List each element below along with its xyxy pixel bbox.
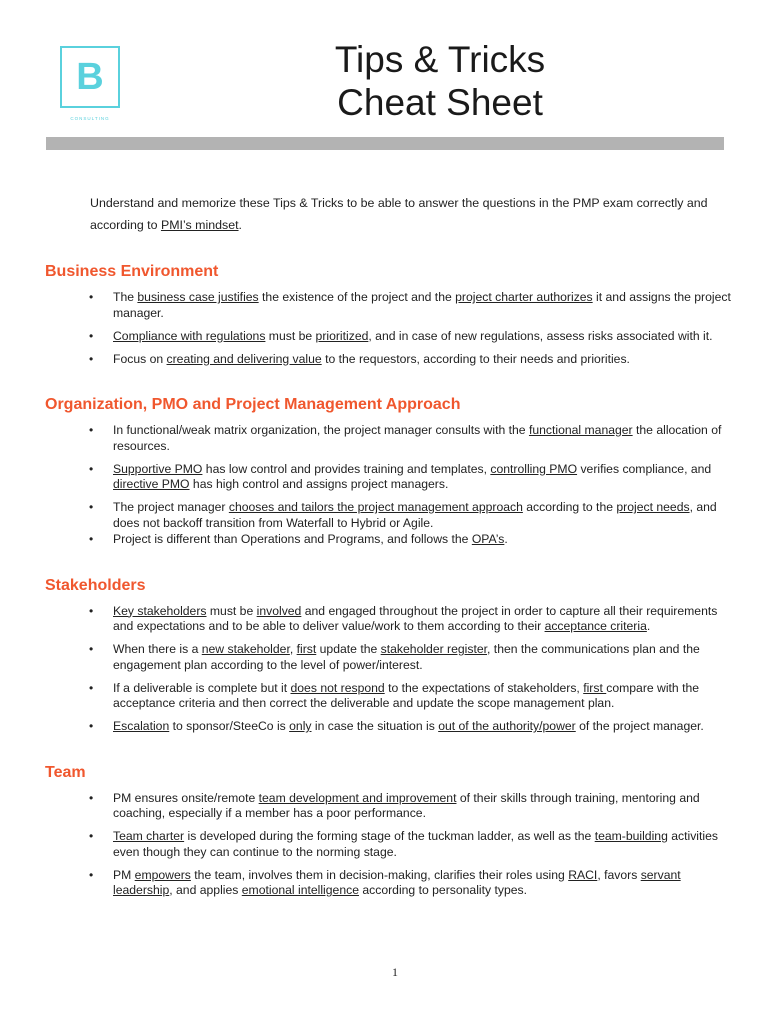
bullet-list [45,423,735,548]
text-run: , and applies [169,883,242,897]
logo-letter: B [76,56,104,98]
underlined-term: prioritized [315,328,369,343]
intro-paragraph [90,192,725,236]
text-run: PM [113,867,135,882]
underlined-term: does not respond [290,680,385,695]
underlined-term: Key stakeholders [113,603,207,618]
underlined-term: Supportive PMO [113,461,203,476]
text-run: PM ensures onsite/remote [113,790,259,805]
bullet-item [45,532,738,548]
text-run: When there is a [113,642,202,656]
bullet-item [45,791,738,822]
text-run: , [289,642,297,656]
bullet-item [45,868,738,899]
section [45,763,735,899]
document-body [45,192,735,906]
underlined-term: acceptance criteria [544,619,647,633]
section-heading: Stakeholders [45,576,146,594]
underlined-term: emotional intelligence [241,883,359,897]
underlined-term: RACI [568,867,598,882]
bullet-item [45,500,738,531]
bullet-list [45,791,735,899]
text-run: If a deliverable is complete but it [113,680,291,695]
bullet-item [45,290,738,321]
bullet-item [45,352,738,368]
underlined-term: OPA’s [471,532,505,546]
underlined-term: Compliance with regulations [113,328,266,343]
text-run: must be [265,328,316,343]
underlined-term: empowers [134,867,191,882]
text-run: , and in case of new regulations, assess risks associated with it. [368,328,713,343]
text-run: Project is different than Operations and Programs, and follows the [113,532,472,546]
underlined-term: servant leadership [113,867,681,897]
text-run: The [113,290,138,304]
text-run: to the requestors, according to their needs and priorities. [321,351,630,366]
bullet-item [45,642,738,673]
bullet-item [45,719,738,735]
text-run: in case the situation is [311,719,439,733]
underlined-term: PMI’s mindset [160,218,239,232]
text-run: , then the communications plan and the engagement plan according to the level of power/interest. [113,642,700,672]
underlined-term: creating and delivering value [166,351,322,366]
title-line-1: Tips & Tricks [334,39,546,80]
text-run: of their skills through training, mentoring and coaching, especially if a member has a poor performance. [113,790,700,820]
text-run: activities even though they can continue to the norming stage. [113,829,718,859]
bullet-item [45,681,738,712]
section-heading: Business Environment [45,263,219,280]
bullet-list [45,604,735,735]
bullet-item [45,604,738,635]
text-run: is developed during the forming stage of the tuckman ladder, as well as the [184,829,595,843]
section-heading: Organization, PMO and Project Management Approach [45,396,461,413]
bullet-item [45,329,738,345]
text-run: has low control and provides training and templates, [202,461,491,476]
text-run: must be [206,603,257,618]
text-run: The project manager [113,500,229,514]
title-line-2: Cheat Sheet [337,82,543,123]
header-divider-bar [46,137,724,150]
underlined-term: team development and improvement [258,790,457,805]
logo-subtitle: CONSULTING [70,116,110,121]
underlined-term: project needs [616,500,690,514]
text-run: the allocation of resources. [113,423,722,453]
brand-logo [60,46,120,108]
text-run: it and assigns the project manager. [113,290,731,320]
underlined-term: Escalation [113,719,170,733]
section [45,576,735,735]
page-title [250,38,630,124]
text-run: the existence of the project and the [258,290,456,304]
underlined-term: involved [256,603,302,618]
text-run: verifies compliance, and [577,461,712,476]
text-run: In functional/weak matrix organization, the project manager consults with the [113,423,529,437]
text-run: according to personality types. [358,883,527,897]
underlined-term: chooses and tailors the project management approach [228,500,523,514]
text-run: update the [316,642,381,656]
bullet-item [45,462,738,493]
underlined-term: first [583,680,607,695]
text-run: compare with the acceptance criteria and then correct the deliverable and update the scope management plan. [113,680,700,710]
underlined-term: functional manager [528,423,633,437]
text-run: has high control and assigns project managers. [189,477,449,491]
text-run: . [238,218,242,232]
underlined-term: business case justifies [137,290,259,304]
section-heading: Team [45,763,86,781]
text-run: according to the [522,500,617,514]
text-run: and engaged throughout the project in order to capture all their requirements and expectations and to be able to deliver value/work to them according to their [113,603,718,633]
underlined-term: Team charter [113,829,185,843]
underlined-term: project charter authorizes [455,290,593,304]
text-run: to sponsor/SteeCo is [169,719,290,733]
text-run: . [646,619,651,633]
underlined-term: controlling PMO [490,461,578,476]
text-run: Focus on [113,351,167,366]
underlined-term: first [296,642,317,656]
text-run: of the project manager. [575,719,704,733]
text-run: , and does not backoff transition from Waterfall to Hybrid or Agile. [113,500,717,530]
underlined-term: stakeholder register [380,642,488,656]
bullet-item [45,423,738,454]
bullet-list [45,290,735,367]
text-run: , favors [597,867,641,882]
underlined-term: out of the authority/power [438,719,576,733]
text-run: Understand and memorize these Tips & Tricks to be able to answer the questions in the PMP exam correctly and according to [90,196,708,232]
section [45,395,735,548]
sections-container [45,262,735,899]
text-run: to the expectations of stakeholders, [384,680,584,695]
underlined-term: directive PMO [113,477,190,491]
underlined-term: new stakeholder [201,642,290,656]
text-run: the team, involves them in decision-making, clarifies their roles using [190,867,569,882]
underlined-term: team-building [594,829,668,843]
underlined-term: only [289,719,312,733]
section [45,262,735,367]
page-number: 1 [392,965,398,979]
bullet-item [45,829,738,860]
text-run: . [504,532,508,546]
